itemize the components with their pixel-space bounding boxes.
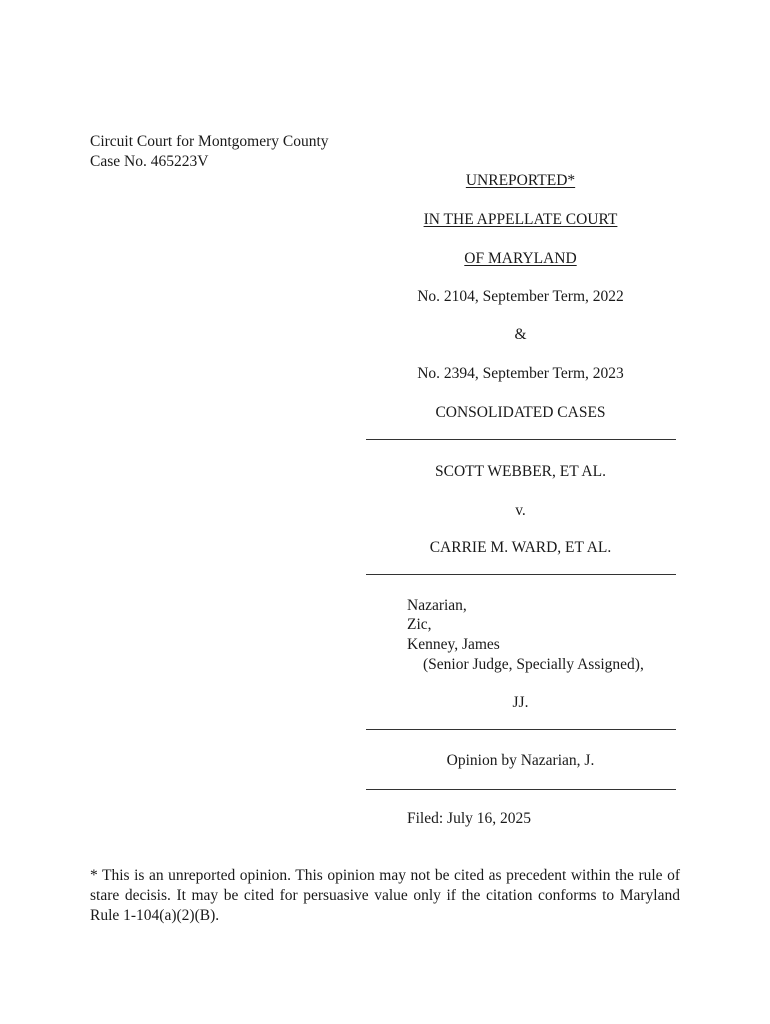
panel-suffix: JJ. [512, 694, 529, 711]
unreported-footnote: * This is an unreported opinion. This opinion may not be cited as precedent within the rule of stare decisis. It may be cited for persuasive value only if the citation conforms to Maryland Rule 1-104(a)(2)(B). [90, 867, 680, 924]
panel-judge-note: (Senior Judge, Specially Assigned), [423, 656, 644, 673]
divider-4 [366, 789, 676, 790]
panel-judge-1: Nazarian, [407, 597, 467, 614]
divider-2 [366, 574, 676, 575]
court-title-line2-text: OF MARYLAND [464, 250, 577, 267]
docket-number-2: No. 2394, September Term, 2023 [417, 365, 624, 382]
divider-1 [366, 439, 676, 440]
filed-date: Filed: July 16, 2025 [407, 810, 532, 827]
divider-3 [366, 729, 676, 730]
appellee-name: CARRIE M. WARD, ET AL. [429, 539, 612, 556]
unreported-text: UNREPORTED* [465, 172, 576, 189]
lower-court-name: Circuit Court for Montgomery County [90, 133, 329, 150]
docket-ampersand: & [514, 326, 527, 343]
docket-number-1: No. 2104, September Term, 2022 [417, 288, 624, 305]
panel-judge-2: Zic, [407, 616, 432, 633]
consolidated-cases-label: CONSOLIDATED CASES [435, 404, 606, 421]
court-title-line1 [365, 211, 676, 229]
lower-court-case-number: Case No. 465223V [90, 153, 209, 170]
versus-label: v. [515, 502, 526, 519]
unreported-label [365, 172, 676, 190]
court-title-line1-text: IN THE APPELLATE COURT [423, 211, 618, 228]
court-title-line2 [365, 250, 676, 268]
panel-judge-3: Kenney, James [407, 636, 500, 653]
appellant-name: SCOTT WEBBER, ET AL. [435, 463, 606, 480]
opinion-author: Opinion by Nazarian, J. [446, 752, 595, 769]
